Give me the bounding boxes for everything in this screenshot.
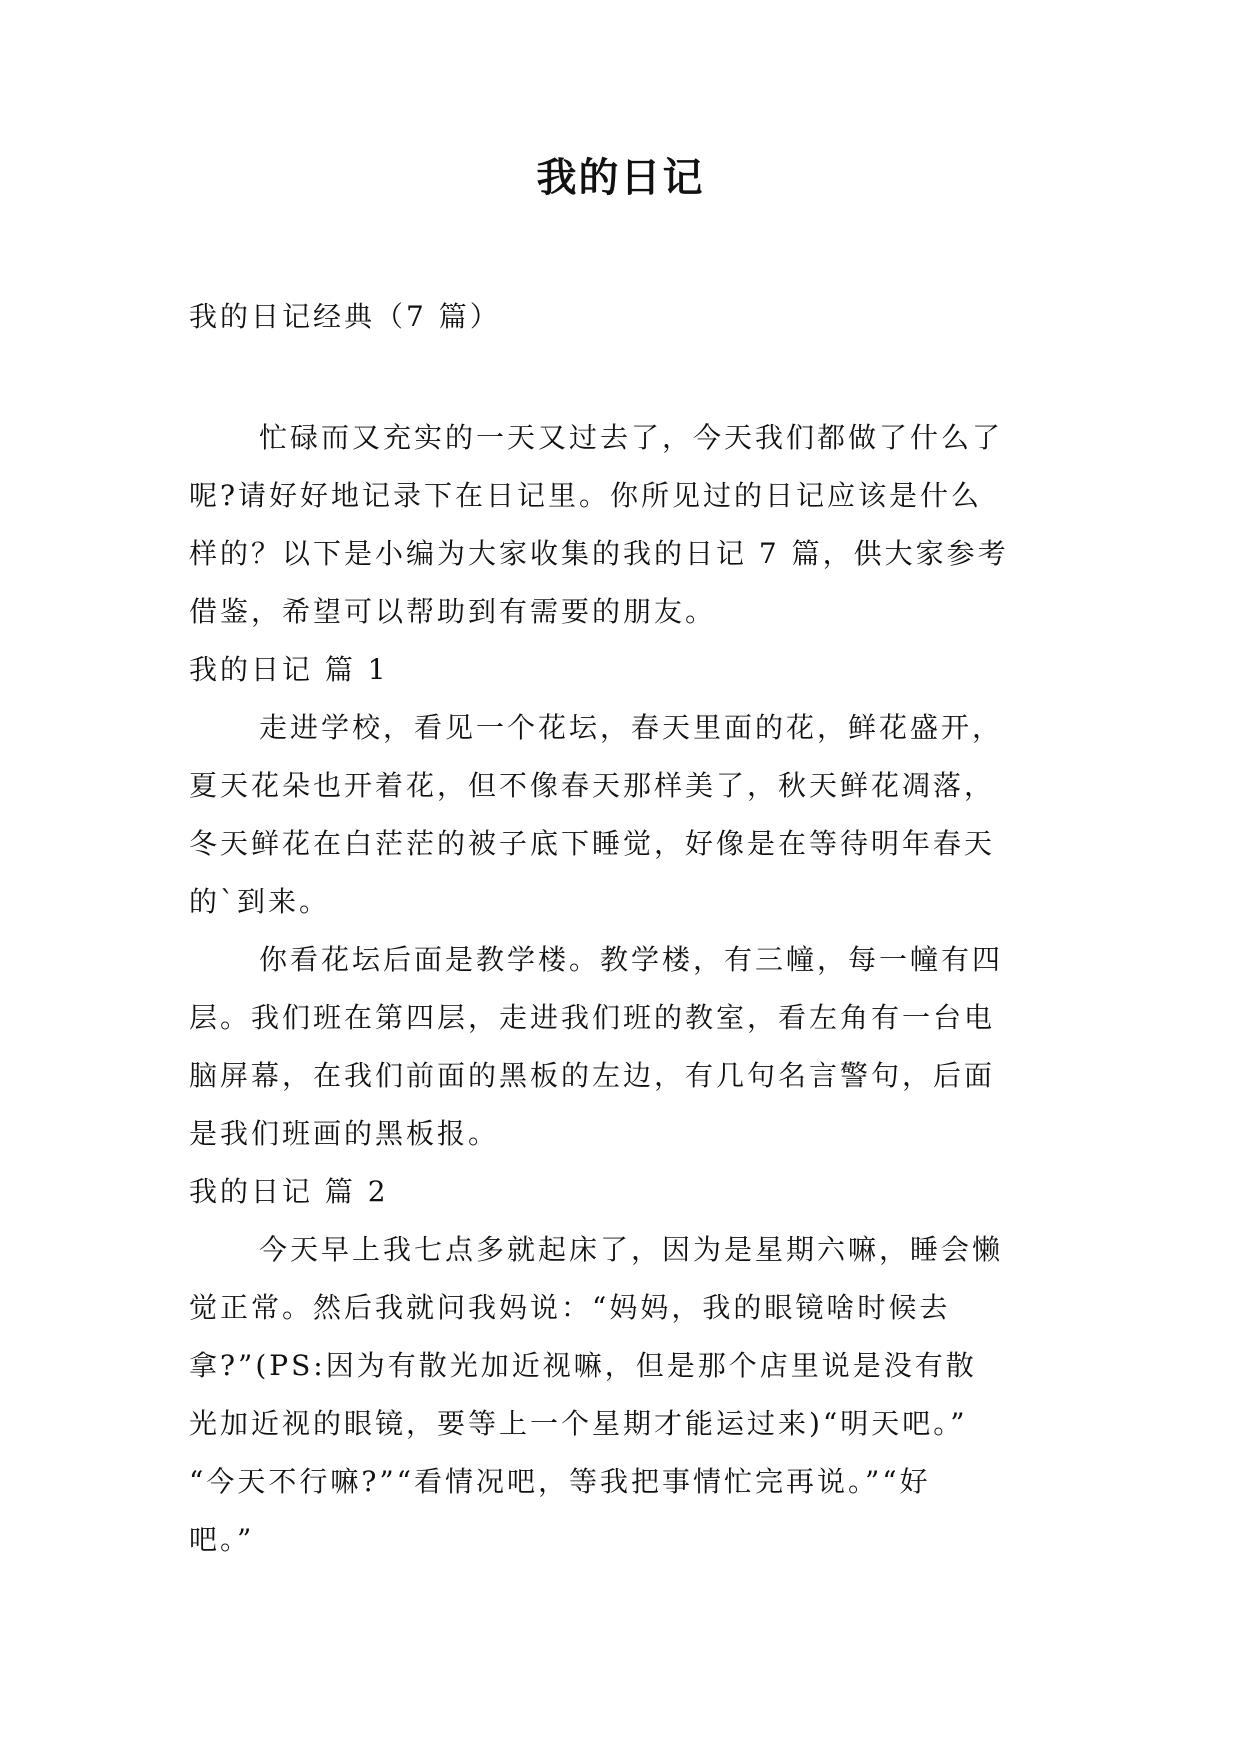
section-1 [189, 641, 1051, 1163]
text-line: 是我们班画的黑板报。 [189, 1117, 500, 1150]
text-line: 忙碌而又充实的一天又过去了，今天我们都做了什么了 [259, 421, 1004, 454]
section-heading: 我的日记 篇 1 [189, 653, 389, 686]
text-line: 呢?请好好地记录下在日记里。你所见过的日记应该是什么 [189, 479, 983, 512]
text-line: “今天不行嘛?”“看情况吧，等我把事情忙完再说。”“好 [189, 1465, 931, 1498]
text-line: 层。我们班在第四层，走进我们班的教室，看左角有一台电 [189, 1001, 996, 1034]
text-line: 脑屏幕，在我们前面的黑板的左边，有几句名言警句，后面 [189, 1059, 996, 1092]
text-line: 走进学校，看见一个花坛，春天里面的花，鲜花盛开， [259, 711, 1004, 744]
document-title: 我的日记 [536, 155, 705, 201]
section-2 [189, 1163, 1051, 1569]
text-line: 样的？以下是小编为大家收集的我的日记 7 篇，供大家参考 [189, 537, 1009, 570]
document-subtitle: 我的日记经典（7 篇） [189, 300, 501, 333]
text-line: 借鉴，希望可以帮助到有需要的朋友。 [189, 595, 717, 628]
intro-paragraph [189, 409, 1051, 641]
paragraph [189, 699, 1051, 931]
section-heading: 我的日记 篇 2 [189, 1175, 389, 1208]
text-line: 冬天鲜花在白茫茫的被子底下睡觉，好像是在等待明年春天 [189, 827, 996, 860]
text-line: 光加近视的眼镜，要等上一个星期才能运过来)“明天吧。” [189, 1407, 968, 1440]
text-line: 吧。” [189, 1523, 255, 1556]
text-line: 觉正常。然后我就问我妈说：“妈妈，我的眼镜啥时候去 [189, 1291, 951, 1324]
text-line: 你看花坛后面是教学楼。教学楼，有三幢，每一幢有四 [259, 943, 1004, 976]
document-body [189, 288, 1051, 1569]
text-line: 的`到来。 [189, 885, 331, 918]
text-line: 今天早上我七点多就起床了，因为是星期六嘛，睡会懒 [259, 1233, 1004, 1266]
paragraph [189, 1221, 1051, 1569]
text-line: 夏天花朵也开着花，但不像春天那样美了，秋天鲜花凋落， [189, 769, 996, 802]
paragraph [189, 931, 1051, 1163]
text-line: 拿?”(PS:因为有散光加近视嘛，但是那个店里说是没有散 [189, 1349, 977, 1382]
